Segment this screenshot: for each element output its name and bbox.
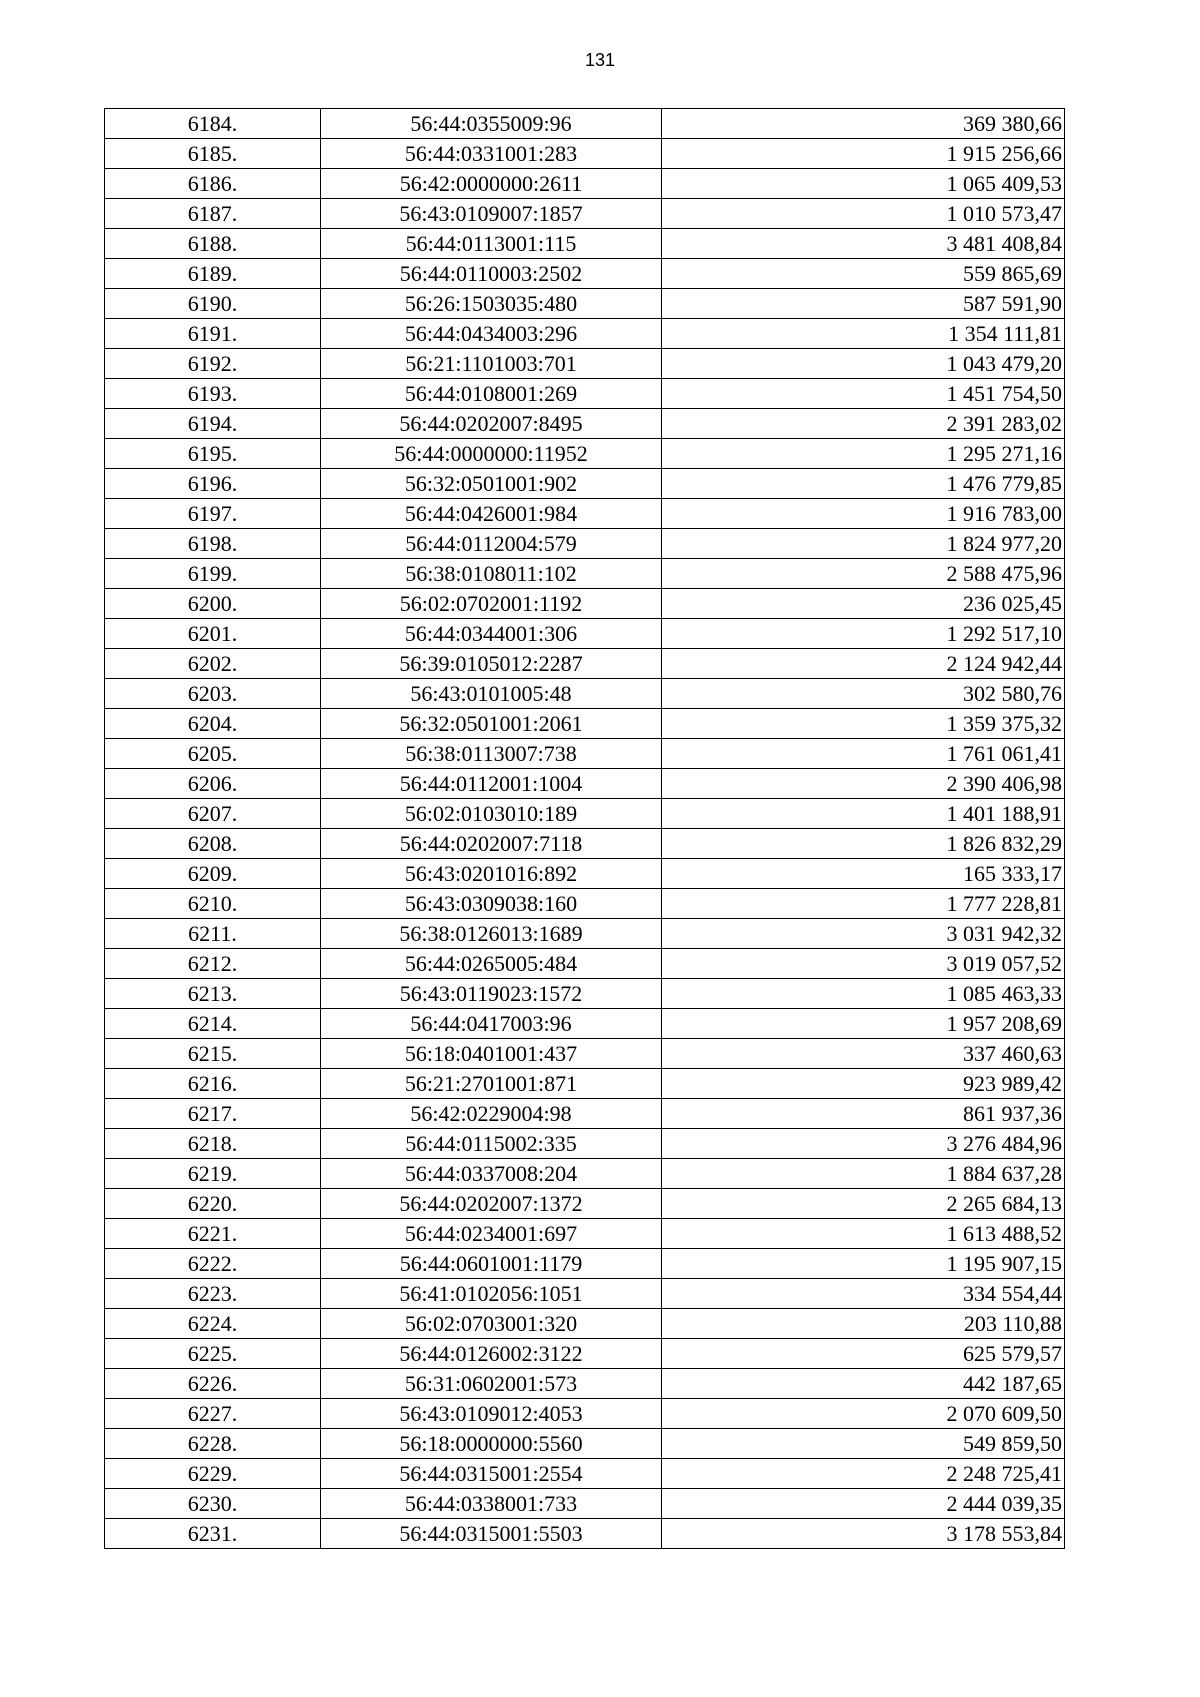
cadastral-value-cell: 2 248 725,41 (662, 1459, 1065, 1489)
table-row (105, 829, 1065, 859)
cadastral-number-cell: 56:31:0602001:573 (321, 1369, 662, 1399)
row-number-cell: 6208. (105, 829, 321, 859)
row-number-cell: 6223. (105, 1279, 321, 1309)
cadastral-value-cell: 1 401 188,91 (662, 799, 1065, 829)
table-row (105, 1339, 1065, 1369)
cadastral-number-cell: 56:44:0338001:733 (321, 1489, 662, 1519)
cadastral-number-cell: 56:32:0501001:902 (321, 469, 662, 499)
cadastral-value-cell: 1 824 977,20 (662, 529, 1065, 559)
cadastral-number-cell: 56:44:0417003:96 (321, 1009, 662, 1039)
cadastral-number-cell: 56:42:0000000:2611 (321, 169, 662, 199)
cadastral-number-cell: 56:44:0426001:984 (321, 499, 662, 529)
row-number-cell: 6204. (105, 709, 321, 739)
cadastral-number-cell: 56:44:0601001:1179 (321, 1249, 662, 1279)
row-number-cell: 6190. (105, 289, 321, 319)
row-number-cell: 6197. (105, 499, 321, 529)
cadastral-number-cell: 56:26:1503035:480 (321, 289, 662, 319)
cadastral-number-cell: 56:38:0108011:102 (321, 559, 662, 589)
cadastral-value-cell: 1 916 783,00 (662, 499, 1065, 529)
cadastral-value-cell: 3 031 942,32 (662, 919, 1065, 949)
cadastral-number-cell: 56:32:0501001:2061 (321, 709, 662, 739)
cadastral-number-cell: 56:44:0355009:96 (321, 109, 662, 139)
cadastral-number-cell: 56:43:0309038:160 (321, 889, 662, 919)
table-row (105, 589, 1065, 619)
cadastral-value-cell: 203 110,88 (662, 1309, 1065, 1339)
row-number-cell: 6200. (105, 589, 321, 619)
table-row (105, 799, 1065, 829)
cadastral-number-cell: 56:42:0229004:98 (321, 1099, 662, 1129)
cadastral-number-cell: 56:44:0434003:296 (321, 319, 662, 349)
cadastral-number-cell: 56:44:0202007:7118 (321, 829, 662, 859)
table-row (105, 499, 1065, 529)
cadastral-number-cell: 56:18:0000000:5560 (321, 1429, 662, 1459)
table-row (105, 349, 1065, 379)
row-number-cell: 6202. (105, 649, 321, 679)
cadastral-value-cell: 2 124 942,44 (662, 649, 1065, 679)
table-row (105, 769, 1065, 799)
row-number-cell: 6231. (105, 1519, 321, 1549)
row-number-cell: 6220. (105, 1189, 321, 1219)
row-number-cell: 6227. (105, 1399, 321, 1429)
cadastral-number-cell: 56:44:0202007:1372 (321, 1189, 662, 1219)
page-number: 131 (584, 50, 616, 70)
row-number-cell: 6225. (105, 1339, 321, 1369)
cadastral-value-cell: 369 380,66 (662, 109, 1065, 139)
row-number-cell: 6212. (105, 949, 321, 979)
cadastral-number-cell: 56:44:0315001:5503 (321, 1519, 662, 1549)
row-number-cell: 6213. (105, 979, 321, 1009)
table-row (105, 1189, 1065, 1219)
table-row (105, 709, 1065, 739)
table-row (105, 919, 1065, 949)
table-row (105, 559, 1065, 589)
cadastral-number-cell: 56:39:0105012:2287 (321, 649, 662, 679)
cadastral-value-cell: 1 826 832,29 (662, 829, 1065, 859)
cadastral-value-cell: 334 554,44 (662, 1279, 1065, 1309)
table-row (105, 1399, 1065, 1429)
cadastral-number-cell: 56:44:0331001:283 (321, 139, 662, 169)
cadastral-value-table (104, 108, 1065, 1549)
cadastral-number-cell: 56:43:0109007:1857 (321, 199, 662, 229)
cadastral-number-cell: 56:21:1101003:701 (321, 349, 662, 379)
table-row (105, 1099, 1065, 1129)
table-row (105, 859, 1065, 889)
cadastral-value-cell: 1 295 271,16 (662, 439, 1065, 469)
row-number-cell: 6224. (105, 1309, 321, 1339)
cadastral-number-cell: 56:02:0103010:189 (321, 799, 662, 829)
row-number-cell: 6211. (105, 919, 321, 949)
row-number-cell: 6194. (105, 409, 321, 439)
cadastral-value-cell: 302 580,76 (662, 679, 1065, 709)
row-number-cell: 6198. (105, 529, 321, 559)
cadastral-number-cell: 56:44:0112004:579 (321, 529, 662, 559)
cadastral-number-cell: 56:44:0000000:11952 (321, 439, 662, 469)
cadastral-number-cell: 56:43:0201016:892 (321, 859, 662, 889)
cadastral-value-cell: 1 761 061,41 (662, 739, 1065, 769)
table-row (105, 1129, 1065, 1159)
table-row (105, 1369, 1065, 1399)
row-number-cell: 6226. (105, 1369, 321, 1399)
row-number-cell: 6203. (105, 679, 321, 709)
cadastral-value-cell: 861 937,36 (662, 1099, 1065, 1129)
row-number-cell: 6215. (105, 1039, 321, 1069)
row-number-cell: 6199. (105, 559, 321, 589)
cadastral-value-cell: 236 025,45 (662, 589, 1065, 619)
table-row (105, 289, 1065, 319)
cadastral-value-cell: 2 391 283,02 (662, 409, 1065, 439)
cadastral-number-cell: 56:44:0202007:8495 (321, 409, 662, 439)
row-number-cell: 6209. (105, 859, 321, 889)
row-number-cell: 6206. (105, 769, 321, 799)
cadastral-value-cell: 3 178 553,84 (662, 1519, 1065, 1549)
table-row (105, 979, 1065, 1009)
cadastral-value-cell: 1 292 517,10 (662, 619, 1065, 649)
cadastral-number-cell: 56:44:0337008:204 (321, 1159, 662, 1189)
row-number-cell: 6186. (105, 169, 321, 199)
cadastral-number-cell: 56:44:0110003:2502 (321, 259, 662, 289)
row-number-cell: 6222. (105, 1249, 321, 1279)
cadastral-value-cell: 1 195 907,15 (662, 1249, 1065, 1279)
row-number-cell: 6230. (105, 1489, 321, 1519)
table-row (105, 319, 1065, 349)
table-row (105, 1039, 1065, 1069)
table-row (105, 679, 1065, 709)
cadastral-value-cell: 1 451 754,50 (662, 379, 1065, 409)
cadastral-value-cell: 1 359 375,32 (662, 709, 1065, 739)
cadastral-value-cell: 2 265 684,13 (662, 1189, 1065, 1219)
cadastral-value-cell: 2 588 475,96 (662, 559, 1065, 589)
table-row (105, 889, 1065, 919)
cadastral-number-cell: 56:44:0113001:115 (321, 229, 662, 259)
row-number-cell: 6193. (105, 379, 321, 409)
cadastral-value-cell: 3 019 057,52 (662, 949, 1065, 979)
table-row (105, 409, 1065, 439)
cadastral-number-cell: 56:44:0315001:2554 (321, 1459, 662, 1489)
cadastral-number-cell: 56:43:0101005:48 (321, 679, 662, 709)
table-row (105, 1009, 1065, 1039)
row-number-cell: 6188. (105, 229, 321, 259)
table-row (105, 1309, 1065, 1339)
cadastral-value-cell: 1 777 228,81 (662, 889, 1065, 919)
table-row (105, 439, 1065, 469)
table-row (105, 1489, 1065, 1519)
row-number-cell: 6216. (105, 1069, 321, 1099)
row-number-cell: 6217. (105, 1099, 321, 1129)
cadastral-number-cell: 56:44:0126002:3122 (321, 1339, 662, 1369)
cadastral-value-cell: 1 957 208,69 (662, 1009, 1065, 1039)
table-row (105, 379, 1065, 409)
cadastral-number-cell: 56:21:2701001:871 (321, 1069, 662, 1099)
table-row (105, 1249, 1065, 1279)
table-row (105, 949, 1065, 979)
cadastral-value-cell: 1 613 488,52 (662, 1219, 1065, 1249)
cadastral-value-cell: 3 481 408,84 (662, 229, 1065, 259)
cadastral-number-cell: 56:02:0702001:1192 (321, 589, 662, 619)
cadastral-value-cell: 1 354 111,81 (662, 319, 1065, 349)
cadastral-value-cell: 1 915 256,66 (662, 139, 1065, 169)
row-number-cell: 6205. (105, 739, 321, 769)
table-row (105, 109, 1065, 139)
cadastral-number-cell: 56:44:0234001:697 (321, 1219, 662, 1249)
row-number-cell: 6189. (105, 259, 321, 289)
row-number-cell: 6195. (105, 439, 321, 469)
cadastral-number-cell: 56:18:0401001:437 (321, 1039, 662, 1069)
row-number-cell: 6219. (105, 1159, 321, 1189)
table-row (105, 1069, 1065, 1099)
table-row (105, 529, 1065, 559)
row-number-cell: 6192. (105, 349, 321, 379)
row-number-cell: 6201. (105, 619, 321, 649)
table-row (105, 169, 1065, 199)
cadastral-value-cell: 2 444 039,35 (662, 1489, 1065, 1519)
row-number-cell: 6187. (105, 199, 321, 229)
cadastral-number-cell: 56:44:0108001:269 (321, 379, 662, 409)
row-number-cell: 6214. (105, 1009, 321, 1039)
cadastral-value-cell: 3 276 484,96 (662, 1129, 1065, 1159)
row-number-cell: 6184. (105, 109, 321, 139)
table-row (105, 139, 1065, 169)
cadastral-value-cell: 1 010 573,47 (662, 199, 1065, 229)
table-row (105, 1279, 1065, 1309)
cadastral-value-cell: 442 187,65 (662, 1369, 1065, 1399)
cadastral-value-cell: 2 390 406,98 (662, 769, 1065, 799)
table-row (105, 469, 1065, 499)
cadastral-number-cell: 56:38:0126013:1689 (321, 919, 662, 949)
cadastral-value-cell: 2 070 609,50 (662, 1399, 1065, 1429)
table-row (105, 1519, 1065, 1549)
cadastral-number-cell: 56:43:0119023:1572 (321, 979, 662, 1009)
row-number-cell: 6228. (105, 1429, 321, 1459)
cadastral-value-cell: 1 884 637,28 (662, 1159, 1065, 1189)
cadastral-value-cell: 559 865,69 (662, 259, 1065, 289)
row-number-cell: 6185. (105, 139, 321, 169)
cadastral-value-cell: 587 591,90 (662, 289, 1065, 319)
cadastral-value-cell: 1 085 463,33 (662, 979, 1065, 1009)
cadastral-value-cell: 1 043 479,20 (662, 349, 1065, 379)
table-row (105, 1159, 1065, 1189)
row-number-cell: 6229. (105, 1459, 321, 1489)
table-row (105, 649, 1065, 679)
table-row (105, 619, 1065, 649)
cadastral-value-cell: 625 579,57 (662, 1339, 1065, 1369)
table-row (105, 259, 1065, 289)
row-number-cell: 6191. (105, 319, 321, 349)
cadastral-value-cell: 923 989,42 (662, 1069, 1065, 1099)
cadastral-number-cell: 56:38:0113007:738 (321, 739, 662, 769)
table-row (105, 229, 1065, 259)
cadastral-number-cell: 56:44:0265005:484 (321, 949, 662, 979)
table-row (105, 199, 1065, 229)
cadastral-number-cell: 56:44:0344001:306 (321, 619, 662, 649)
cadastral-number-cell: 56:02:0703001:320 (321, 1309, 662, 1339)
table-row (105, 1429, 1065, 1459)
row-number-cell: 6218. (105, 1129, 321, 1159)
table-row (105, 1219, 1065, 1249)
cadastral-number-cell: 56:44:0112001:1004 (321, 769, 662, 799)
row-number-cell: 6210. (105, 889, 321, 919)
cadastral-value-cell: 337 460,63 (662, 1039, 1065, 1069)
cadastral-number-cell: 56:44:0115002:335 (321, 1129, 662, 1159)
cadastral-number-cell: 56:43:0109012:4053 (321, 1399, 662, 1429)
row-number-cell: 6221. (105, 1219, 321, 1249)
cadastral-value-cell: 1 065 409,53 (662, 169, 1065, 199)
table-row (105, 739, 1065, 769)
table-body (105, 109, 1065, 1549)
cadastral-number-cell: 56:41:0102056:1051 (321, 1279, 662, 1309)
cadastral-value-cell: 1 476 779,85 (662, 469, 1065, 499)
row-number-cell: 6196. (105, 469, 321, 499)
cadastral-value-cell: 165 333,17 (662, 859, 1065, 889)
table-row (105, 1459, 1065, 1489)
cadastral-value-cell: 549 859,50 (662, 1429, 1065, 1459)
row-number-cell: 6207. (105, 799, 321, 829)
